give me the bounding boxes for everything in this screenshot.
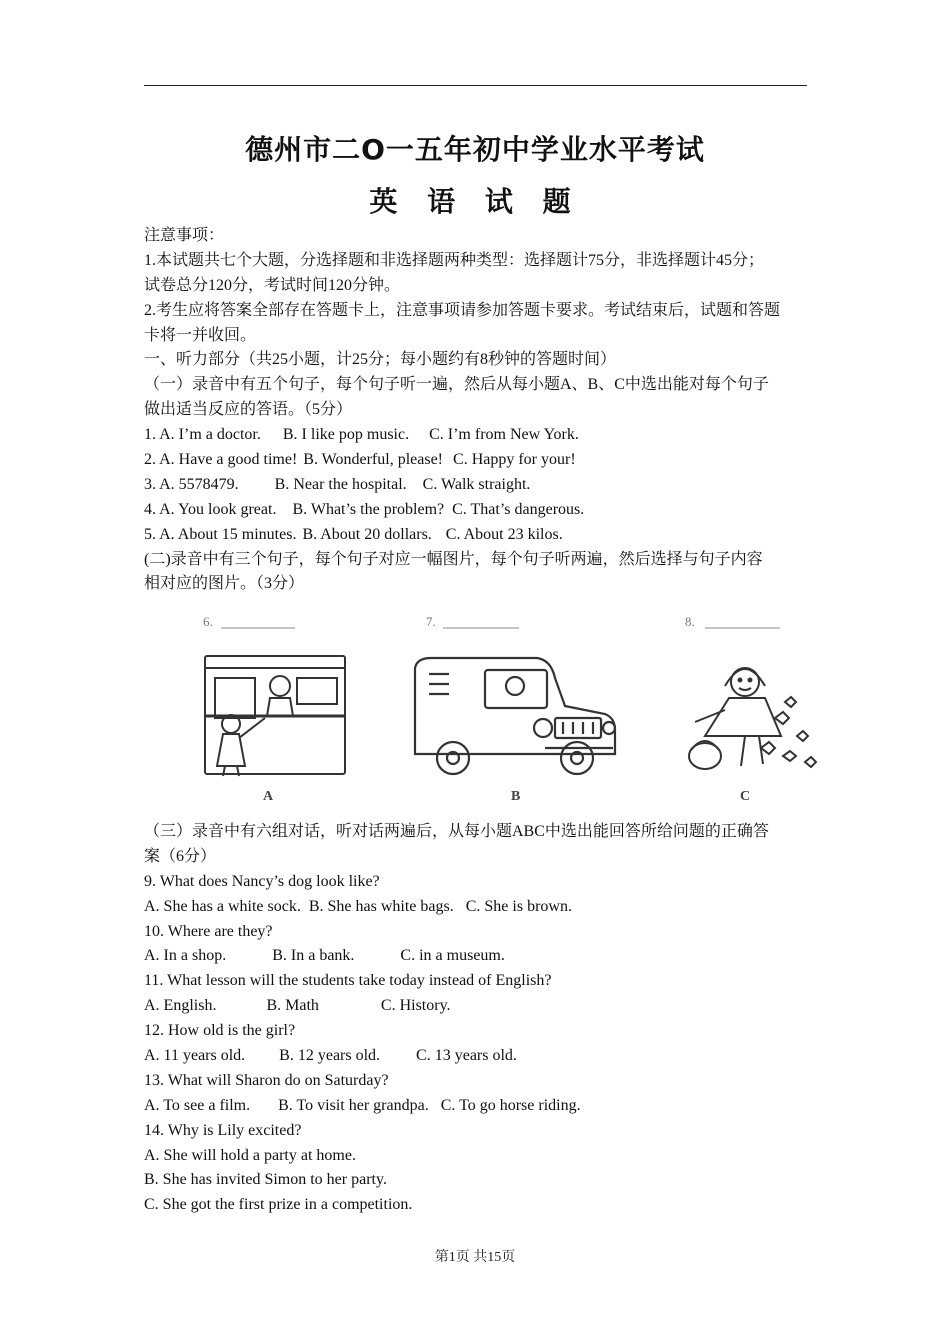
q2-option-a: 2. A. Have a good time! — [144, 451, 298, 469]
question-3 — [144, 473, 808, 498]
q11-option-c: C. History. — [380, 997, 451, 1015]
q9-option-c: C. She is brown. — [465, 897, 572, 915]
question-11-options — [144, 994, 808, 1019]
picture-a-ticket-window — [205, 656, 345, 776]
picture-c-letter: C — [740, 789, 751, 804]
q2-option-b: B. Wonderful, please! — [303, 451, 444, 469]
question-10-options — [144, 944, 808, 969]
picture-c-girl-flowers — [689, 668, 816, 769]
q12-option-b: B. 12 years old. — [279, 1047, 381, 1065]
question-12: 12. How old is the girl? — [144, 1022, 296, 1040]
q9-option-b: B. She has white bags. — [308, 897, 454, 915]
q1-option-c: C. I’m from New York. — [429, 426, 579, 444]
q4-option-b: B. What’s the problem? — [292, 500, 445, 518]
q2-option-c: C. Happy for your! — [453, 451, 576, 469]
q3-option-c: C. Walk straight. — [422, 475, 531, 493]
q11-option-b: B. Math — [266, 997, 319, 1015]
q13-option-b: B. To visit her grandpa. — [278, 1096, 429, 1114]
q10-option-c: C. in a museum. — [400, 947, 505, 965]
picture-a-letter: A — [263, 789, 274, 804]
q5-option-a: 5. A. About 15 minutes. — [144, 525, 297, 543]
section3-instruction-line-1: （三）录音中有六组对话，听对话两遍后，从每小题ABC中选出能回答所给问题的正确答 — [144, 823, 769, 840]
q12-option-c: C. 13 years old. — [416, 1047, 517, 1065]
note-2-line-2: 卡将一并收回。 — [144, 326, 257, 344]
listening-pictures — [185, 606, 825, 816]
section2-instruction-line-1: (二)录音中有三个句子，每个句子对应一幅图片，每个句子听两遍，然后选择与句子内容 — [144, 550, 763, 568]
q12-option-a: A. 11 years old. — [144, 1047, 246, 1065]
page-number: 第1页 共15页 — [434, 1250, 516, 1265]
question-11: 11. What lesson will the students take today instead of English? — [144, 972, 552, 990]
exam-subtitle: 英 语 试 题 — [369, 185, 581, 218]
q13-option-a: A. To see a film. — [144, 1096, 251, 1114]
q14-option-b: B. She has invited Simon to her party. — [144, 1171, 387, 1189]
q3-option-a: 3. A. 5578479. — [144, 475, 239, 493]
q4-option-c: C. That’s dangerous. — [452, 500, 585, 518]
section2-instruction-line-2: 相对应的图片。（3分） — [144, 575, 305, 593]
question-5 — [144, 523, 808, 548]
q5-option-b: B. About 20 dollars. — [302, 525, 432, 543]
picture-6-label: 6. — [203, 614, 213, 629]
question-1 — [144, 423, 808, 448]
section3-instruction-line-2: 案（6分） — [144, 847, 217, 865]
q13-option-c: C. To go horse riding. — [440, 1096, 581, 1114]
picture-8-label: 8. — [685, 614, 695, 629]
q10-option-b: B. In a bank. — [272, 947, 355, 965]
note-1-line-2: 试卷总分120分，考试时间120分钟。 — [144, 276, 401, 294]
header-rule — [144, 85, 807, 86]
q5-option-c: C. About 23 kilos. — [445, 525, 563, 543]
picture-7-label: 7. — [426, 614, 436, 629]
section3-block — [144, 820, 808, 1218]
q11-option-a: A. English. — [144, 997, 217, 1015]
question-13-options — [144, 1094, 808, 1119]
q4-option-a: 4. A. You look great. — [144, 500, 277, 518]
q9-option-a: A. She has a white sock. — [144, 897, 301, 915]
part1-heading: 一、听力部分（共25小题，计25分；每小题约有8秒钟的答题时间） — [144, 351, 617, 369]
question-10: 10. Where are they? — [144, 922, 273, 940]
question-14: 14. Why is Lily excited? — [144, 1121, 302, 1139]
q1-option-a: 1. A. I’m a doctor. — [144, 426, 261, 444]
q10-option-a: A. In a shop. — [144, 947, 227, 965]
q14-option-c: C. She got the first prize in a competition. — [144, 1196, 413, 1214]
exam-title: 德州市二O一五年初中学业水平考试 — [245, 133, 705, 166]
question-12-options — [144, 1044, 808, 1069]
q14-option-a: A. She will hold a party at home. — [144, 1146, 356, 1164]
question-9-options — [144, 895, 808, 920]
q1-option-b: B. I like pop music. — [282, 426, 410, 444]
picture-b-truck — [415, 658, 615, 774]
note-1-line-1: 1.本试题共七个大题，分选择题和非选择题两种类型：选择题计75分，非选择题计45分； — [144, 251, 765, 269]
q3-option-b: B. Near the hospital. — [274, 475, 407, 493]
section1-instruction-line-2: 做出适当反应的答语。（5分） — [144, 401, 353, 419]
picture-b-letter: B — [511, 789, 521, 804]
note-2-line-1: 2.考生应将答案全部存在答题卡上，注意事项请参加答题卡要求。考试结束后，试题和答题 — [144, 301, 781, 319]
question-2 — [144, 448, 808, 473]
question-4 — [144, 498, 808, 523]
notes-heading: 注意事项： — [144, 227, 225, 244]
section1-instruction-line-1: （一）录音中有五个句子，每个句子听一遍，然后从每小题A、B、C中选出能对每个句子 — [144, 376, 769, 394]
question-9: 9. What does Nancy’s dog look like? — [144, 872, 380, 890]
question-13: 13. What will Sharon do on Saturday? — [144, 1071, 389, 1089]
instructions-block — [144, 224, 808, 597]
